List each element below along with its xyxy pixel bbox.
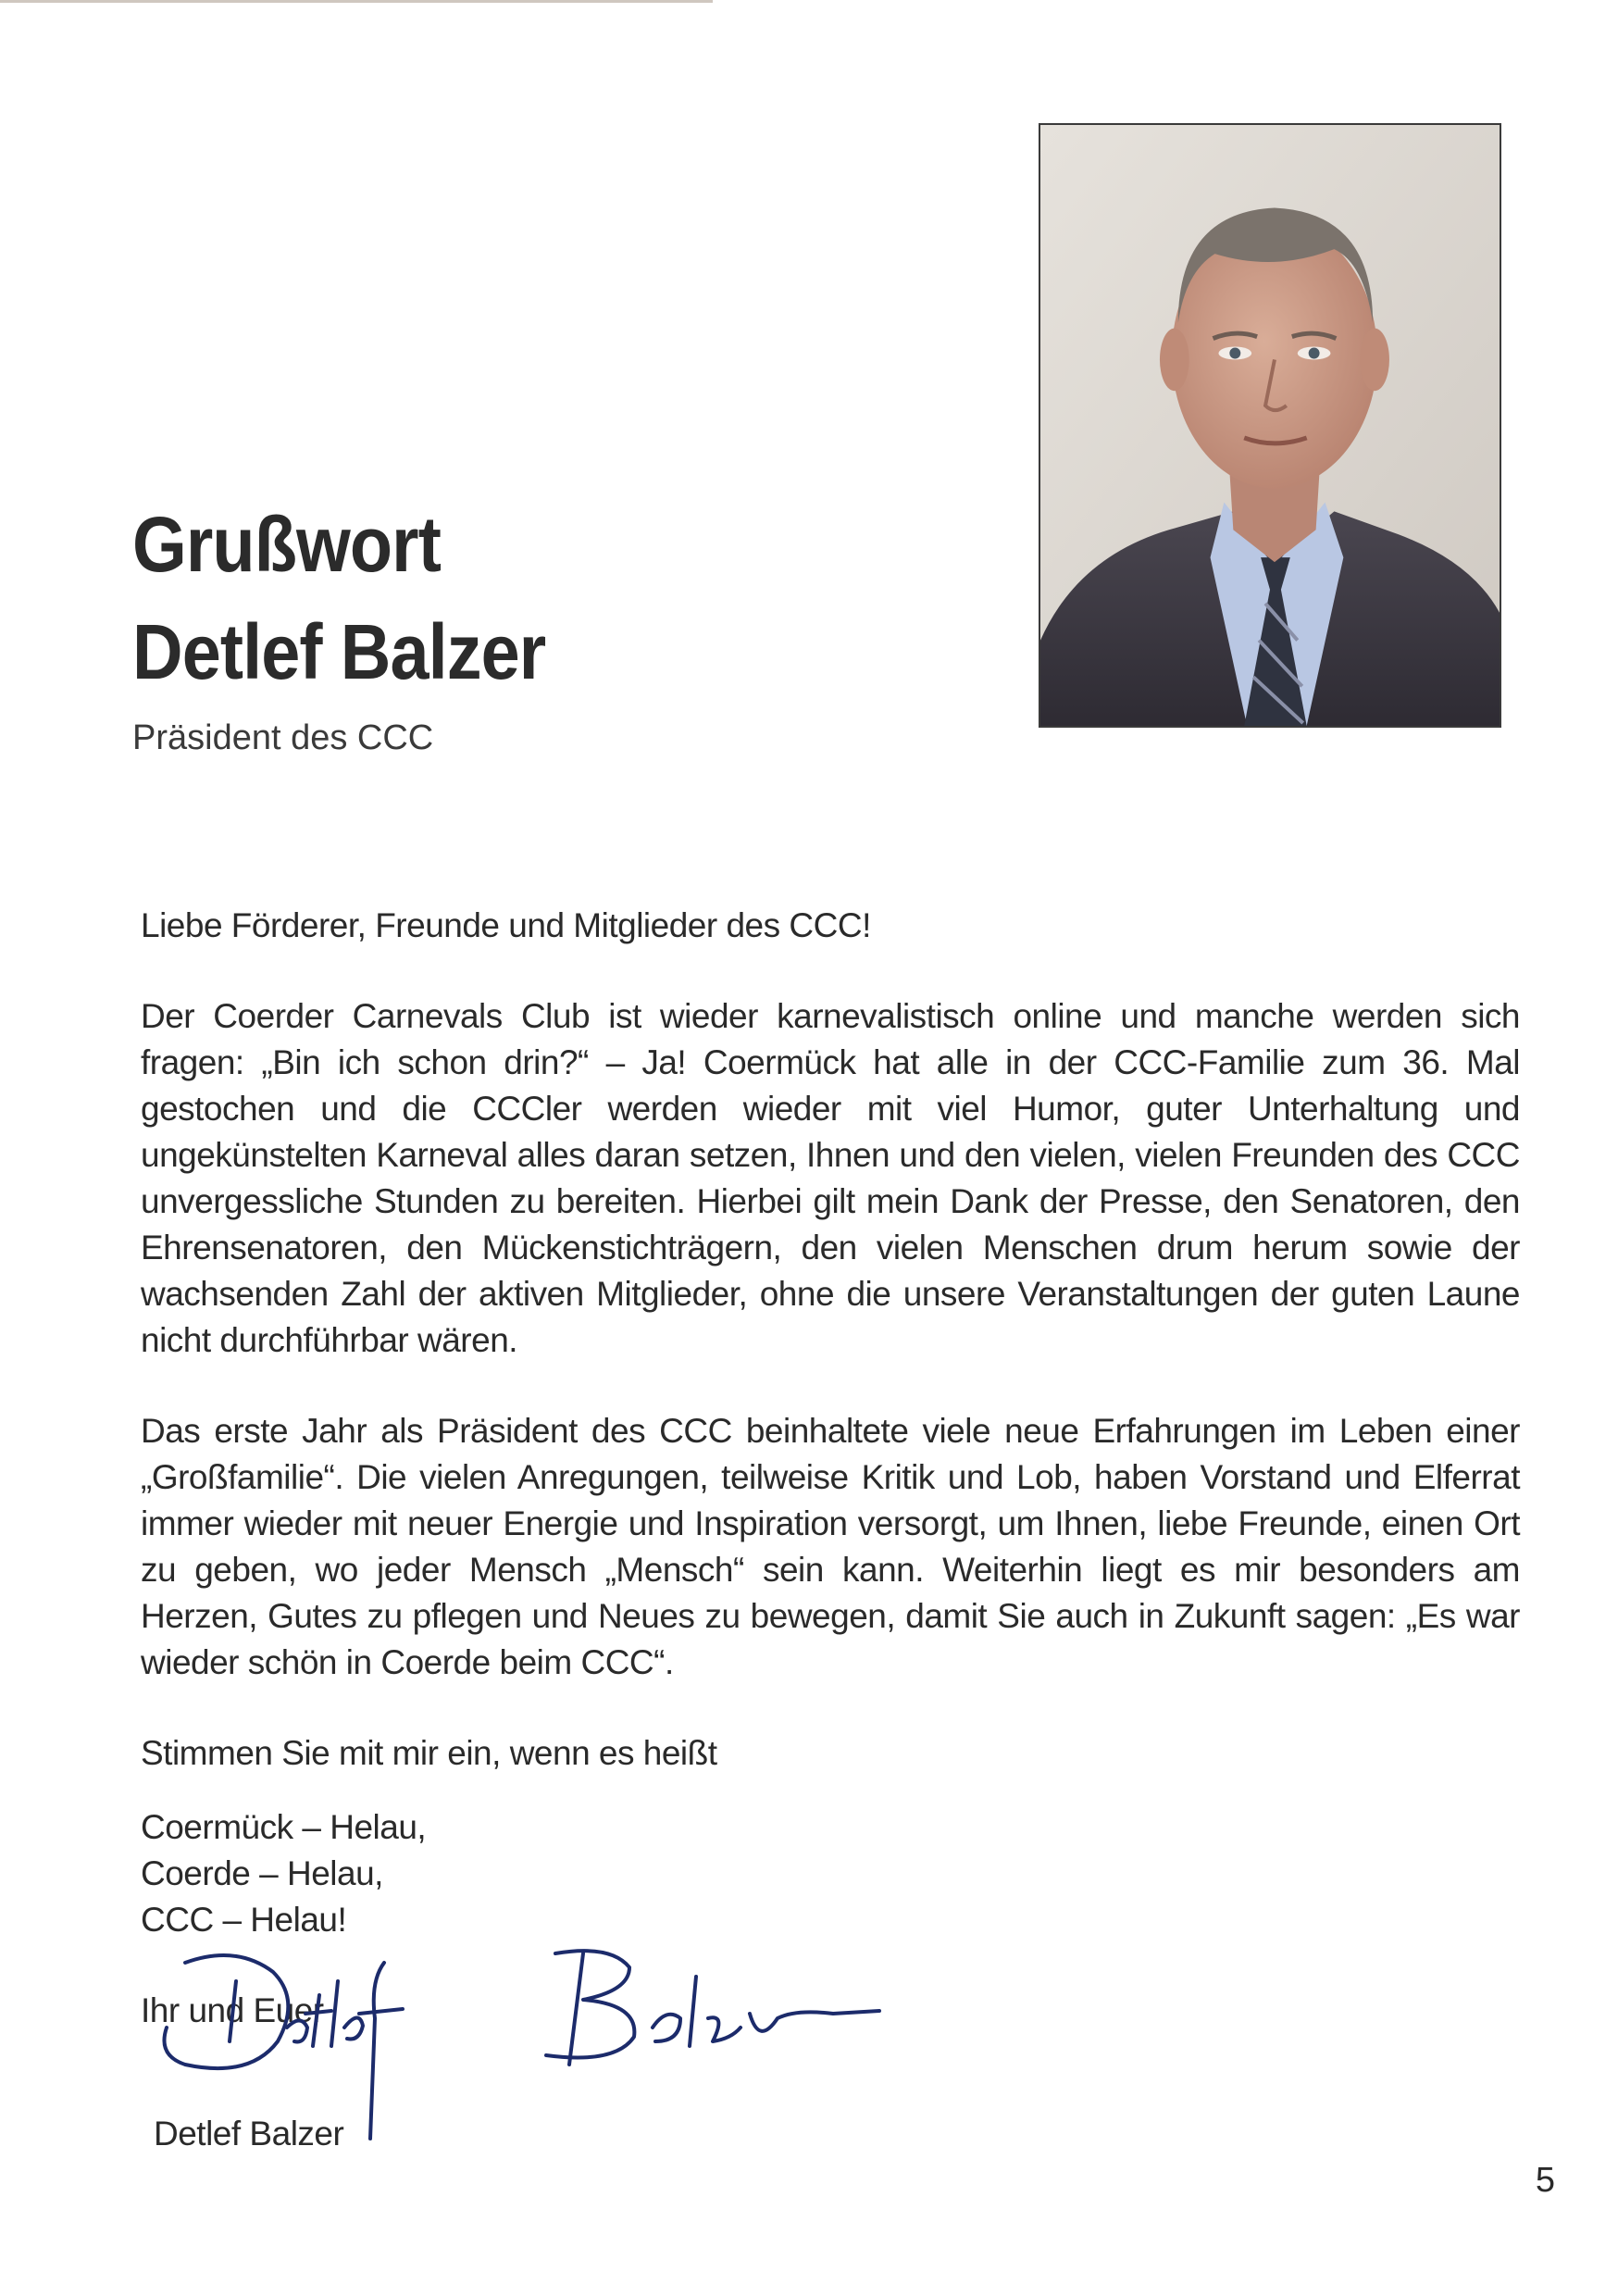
heading-block	[132, 491, 965, 761]
cheer-line-2: Coerde – Helau,	[141, 1854, 383, 1892]
portrait-illustration	[1040, 125, 1500, 726]
portrait-photo	[1039, 123, 1501, 728]
letter-paragraph-1: Der Coerder Carnevals Club ist wieder karnevalistisch online und manche werden sich fragen: „Bin ich schon drin?“ – Ja! Coermück hat alle in der CCC-Familie zum 36. Mal gestochen und die CCCler werden wieder mit viel Humor, guter Unterhaltung und ungekünstelten Karneval alles daran setzen, Ihnen und den vielen, vielen Freunden des CCC unvergessliche Stunden zu bereiten. Hierbei gilt mein Dank der Presse, den Senatoren, den Ehrensenatoren, den Mückenstichträgern, den vielen Menschen drum herum sowie der wachsenden Zahl der aktiven Mitglieder, ohne die unsere Veranstaltungen der guten Laune nicht durchführbar wären.	[141, 997, 1520, 1359]
top-rule	[0, 0, 713, 3]
closing-intro: Stimmen Sie mit mir ein, wenn es heißt	[141, 1734, 717, 1772]
letter-greeting: Liebe Förderer, Freunde und Mitglieder des CCC!	[141, 906, 871, 944]
signer-name: Detlef Balzer	[154, 2115, 344, 2152]
letter-paragraph-2: Das erste Jahr als Präsident des CCC beinhaltete viele neue Erfahrungen im Leben einer „Großfamilie“. Die vielen Anregungen, teilweise Kritik und Lob, haben Vorstand und Elferrat immer wieder mit neuer Energie und Inspiration versorgt, um Ihnen, liebe Freunde, einen Ort zu geben, wo jeder Mensch „Mensch“ sein kann. Weiterhin liegt es mir besonders am Herzen, Gutes zu pflegen und Neues zu bewegen, damit Sie auch in Zukunft sagen: „Es war wieder schön in Coerde beim CCC“.	[141, 1412, 1520, 1681]
letter-body	[141, 903, 1520, 2034]
author-name-heading: Detlef Balzer	[132, 608, 546, 695]
page-number: 5	[1535, 2161, 1555, 2200]
sign-off: Ihr und Euer	[141, 1991, 324, 2029]
cheer-line-3: CCC – Helau!	[141, 1901, 347, 1939]
cheer-line-1: Coermück – Helau,	[141, 1808, 427, 1846]
author-role: Präsident des CCC	[132, 718, 434, 757]
page-title: Grußwort	[132, 501, 441, 588]
